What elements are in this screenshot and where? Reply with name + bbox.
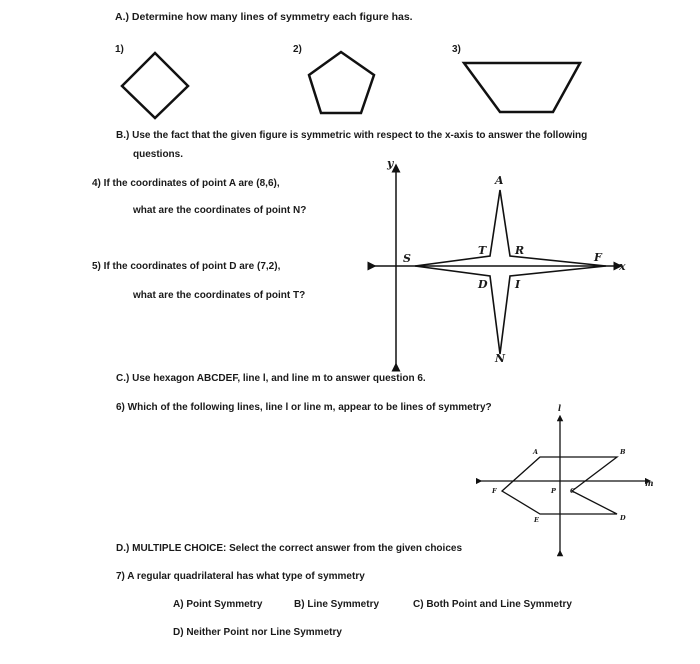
figure-2-label: 2): [293, 44, 302, 55]
figure-3-label: 3): [452, 44, 461, 55]
point-s-label: S: [403, 252, 411, 265]
point-a-label: A: [495, 174, 504, 187]
x-axis-label: x: [619, 260, 626, 273]
choice-a[interactable]: A) Point Symmetry: [173, 599, 263, 610]
vertex-c-label: C: [570, 487, 576, 495]
section-a-title: A.) Determine how many lines of symmetry each figure has.: [115, 11, 413, 23]
question-4-line1: 4) If the coordinates of point A are (8,6),: [92, 178, 280, 189]
choice-c[interactable]: C) Both Point and Line Symmetry: [413, 599, 572, 610]
figure-1-label: 1): [115, 44, 124, 55]
vertex-d-label: D: [620, 514, 626, 522]
question-7: 7) A regular quadrilateral has what type of symmetry: [116, 571, 365, 582]
vertex-f-label: F: [492, 487, 497, 495]
choice-b[interactable]: B) Line Symmetry: [294, 599, 380, 610]
point-d-label: D: [478, 278, 488, 291]
vertex-b-label: B: [620, 448, 626, 456]
point-f-label: F: [594, 251, 602, 264]
section-b-title-line1: B.) Use the fact that the given figure is symmetric with respect to the x-axis to answer the following: [116, 130, 588, 141]
line-m-label: m: [645, 478, 654, 488]
point-r-label: R: [515, 244, 525, 257]
question-6: 6) Which of the following lines, line l or line m, appear to be lines of symmetry?: [116, 402, 492, 413]
point-n-label: N: [495, 352, 506, 365]
question-4-line2: what are the coordinates of point N?: [133, 205, 307, 216]
point-p-label: P: [551, 487, 556, 495]
y-axis-label: y: [387, 157, 394, 170]
point-i-label: I: [515, 278, 521, 291]
vertex-e-label: E: [534, 516, 539, 524]
section-b-title-line2: questions.: [133, 149, 184, 160]
point-t-label: T: [478, 244, 487, 257]
question-5-line2: what are the coordinates of point T?: [133, 290, 306, 301]
choice-d[interactable]: D) Neither Point nor Line Symmetry: [173, 627, 342, 638]
section-c-title: C.) Use hexagon ABCDEF, line l, and line m to answer question 6.: [116, 373, 426, 384]
diagonal-af: [502, 457, 540, 491]
question-5-line1: 5) If the coordinates of point D are (7,2),: [92, 261, 281, 272]
section-d-title: D.) MULTIPLE CHOICE: Select the correct answer from the given choices: [116, 543, 463, 554]
vertex-a-label: A: [533, 448, 539, 456]
line-l-label: l: [558, 403, 562, 413]
